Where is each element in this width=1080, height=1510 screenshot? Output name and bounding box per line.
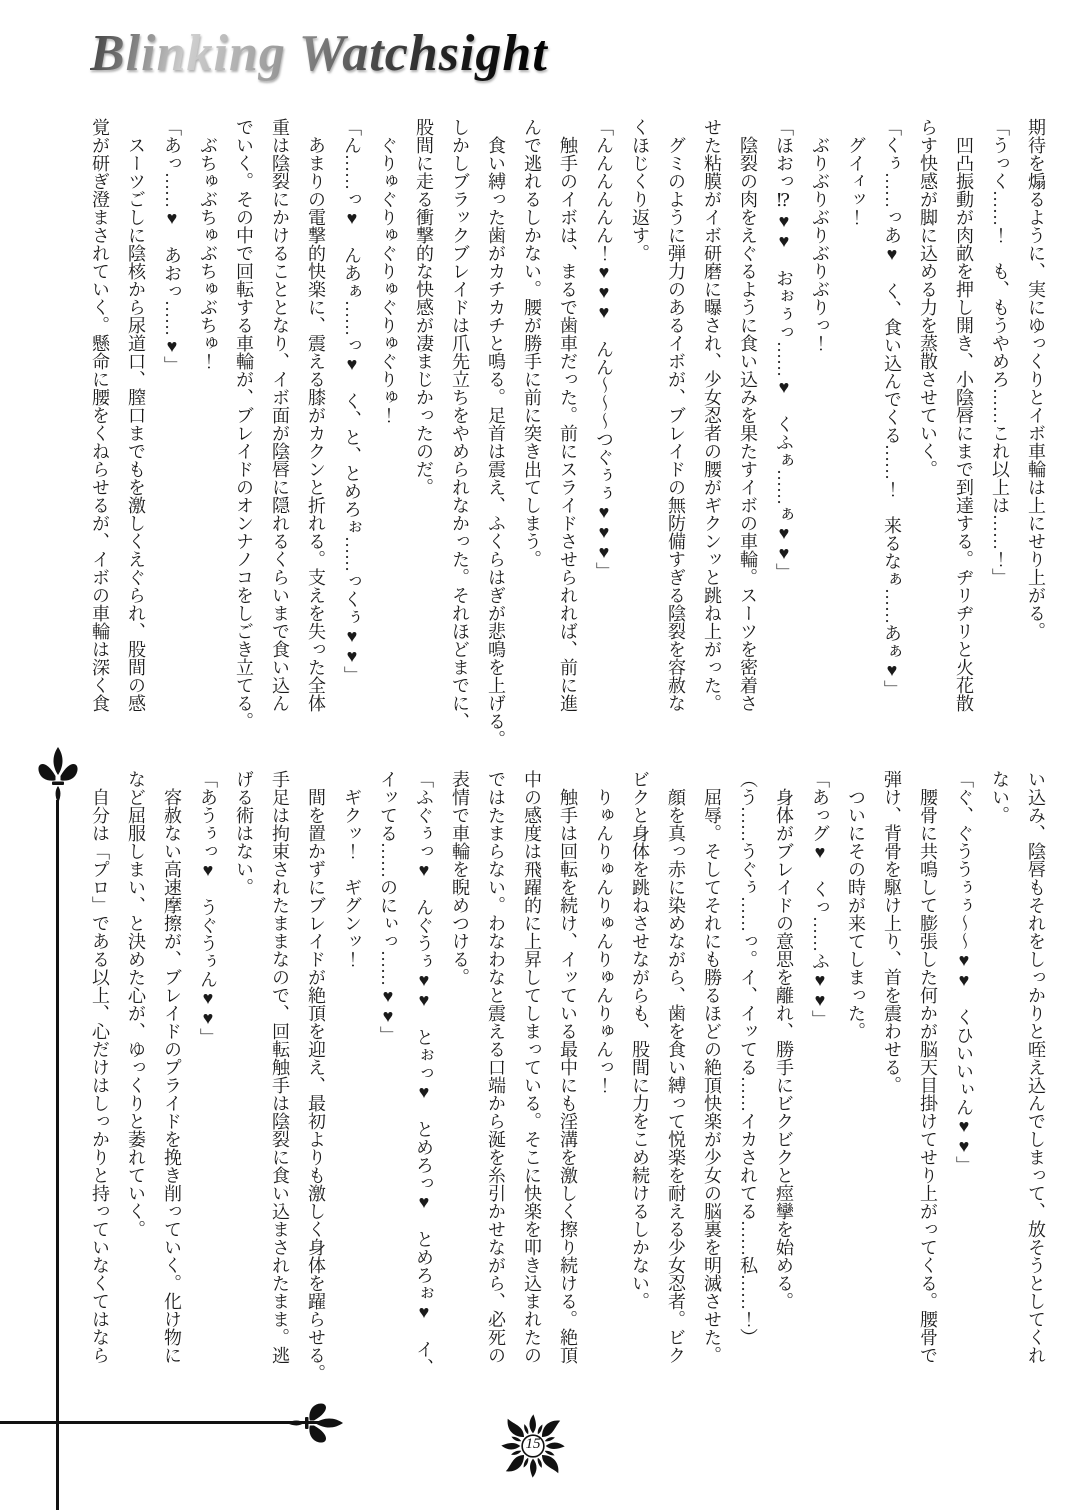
text-line: ギクッ！ ギグンッ！ (342, 788, 362, 968)
text-line: 触手は回転を続け、イッている最中にも淫溝を激しく擦り続ける。絶頂 (558, 788, 578, 1364)
text-line: グミのように弾力のあるイボが、ブレイドの無防備すぎる陰裂を容赦な (666, 136, 686, 712)
text-line: 中の感度は飛躍的に上昇してしまっている。そこに快楽を叩き込まれたの (522, 770, 542, 1364)
text-line: んで逃れるしかない。腰が勝手に前に突き出てしまう。 (522, 118, 542, 568)
text-line: 屈辱。そしてそれにも勝るほどの絶頂快楽が少女の脳裏を明滅させた。 (702, 788, 722, 1364)
text-line: げる術はない。 (234, 770, 254, 896)
text-line: い込み、陰唇もそれをしっかりと咥え込んでしまって、放そうとしてくれ (1026, 770, 1046, 1364)
text-line: しかしブラックブレイドは爪先立ちをやめられなかった。それほどまでに、 (450, 118, 470, 730)
fleur-de-lis-icon (38, 746, 78, 804)
text-line: 「んんんんんん！♥♥♥ んん〜〜〜つぐぅぅ♥♥♥」 (594, 118, 614, 580)
text-line: スーツごしに陰核から尿道口、膣口までもを激しくえぐられ、股間の感 (126, 136, 146, 712)
text-line: でいく。その中で回転する車輪が、ブレイドのオンナノコをしごき立てる。 (234, 118, 254, 730)
text-line: ぶちゅぶちゅぶちゅぶちゅ！ (198, 136, 218, 370)
fleur-de-lis-icon (286, 1403, 344, 1443)
text-line: 手足は拘束されたままなので、回転触手は陰裂に食い込まされたまま。逃 (270, 770, 290, 1364)
text-line: 「うっく……！ も、もうやめろ……これ以上は……！」 (990, 118, 1010, 586)
text-line: 「あうぅっ♥ うぐうぅん♥♥」 (198, 770, 218, 1046)
text-line: 覚が研ぎ澄まされていく。懸命に腰をくねらせるが、イボの車輪は深く食 (90, 118, 110, 712)
text-line: 顔を真っ赤に染めながら、歯を食い縛って悦楽を耐える少女忍者。ビク (666, 788, 686, 1364)
text-line: あまりの電撃的快楽に、震える膝がカクンと折れる。支えを失った全体 (306, 136, 326, 712)
text-line: ぶりぶりぶりぶりぶりっ！ (810, 136, 830, 352)
text-line: ではたまらない。わなわなと震える口端から涎を糸引かせながら、必死の (486, 770, 506, 1364)
text-line: 期待を煽るように、実にゆっくりとイボ車輪は上にせり上がる。 (1026, 118, 1046, 640)
page-title: Blinking Watchsight (90, 25, 548, 82)
text-line: 弾け、背骨を駆け上り、首を震わせる。 (882, 770, 902, 1094)
text-line: 腰骨に共鳴して膨張した何かが脳天目掛けてせり上がってくる。腰骨で (918, 788, 938, 1364)
text-line: 身体がブレイドの意思を離れ、勝手にビクビクと痙攣を始める。 (774, 788, 794, 1310)
text-line: 凹凸振動が肉畝を押し開き、小陰唇にまで到達する。ヂリヂリと火花散 (954, 136, 974, 712)
text-line: 「あっ……♥ あおっ……♥」 (162, 118, 182, 374)
text-line: らす快感が脚に込める力を蒸散させていく。 (918, 118, 938, 478)
text-line: 容赦ない高速摩擦が、ブレイドのプライドを挽き削っていく。化け物に (162, 788, 182, 1364)
text-line: りゅんりゅんりゅんりゅんりゅんっ！ (594, 788, 614, 1094)
text-block-bottom (82, 770, 1054, 1414)
text-line: ビクと身体を跳ねさせながらも、股間に力をこめ続けるしかない。 (630, 770, 650, 1310)
text-line: イッてる……のにぃっ……♥♥」 (378, 770, 398, 1044)
text-line: 自分は「プロ」である以上、心だけはしっかりと持っていなくてはなら (90, 788, 110, 1364)
text-block-top (82, 118, 1054, 762)
text-line: 重は陰裂にかけることとなり、イボ面が陰唇に隠れるくらいまで食い込ん (270, 118, 290, 712)
text-line: せた粘膜がイボ研磨に曝され、少女忍者の腰がギクンッと跳ね上がった。 (702, 118, 722, 712)
bottom-horizontal-rule (0, 1421, 320, 1424)
text-line: 「あっグ♥ くっ……ふ♥♥」 (810, 770, 830, 1028)
text-line: ついにその時が来てしまった。 (846, 788, 866, 1040)
text-line: 表情で車輪を睨めつける。 (450, 770, 470, 986)
text-line: 股間に走る衝撃的な快感が凄まじかったのだ。 (414, 118, 434, 496)
text-line: （う……うぐぅ……っ。イ、イッてる……イカされてる……私……！） (738, 770, 758, 1346)
text-line: くほじくり返す。 (630, 118, 650, 262)
text-line: 「ふぐぅっ♥ んぐうぅ♥♥ とぉっ♥ とめろっ♥ とめろぉ♥ イ、 (414, 770, 434, 1376)
text-line: など屈服しまい、と決めた心が、ゆっくりと萎れていく。 (126, 770, 146, 1238)
text-line: 触手のイボは、まるで歯車だった。前にスライドさせられれば、前に進 (558, 136, 578, 712)
text-line: グイィッ！ (846, 136, 866, 226)
page-number-ornament (495, 1408, 571, 1484)
page-number: 15 (525, 1436, 541, 1452)
text-line: 「ほおっ⁉♥♥ おぉぅっ……♥ くふぁ……ぁ♥♥」 (774, 118, 794, 581)
text-line: ぐりゅぐりゅぐりゅぐりゅぐりゅ！ (378, 136, 398, 424)
text-line: 「ん……っ♥ んあぁ……っ♥ く、と、とめろぉ……っくぅ♥♥」 (342, 118, 362, 684)
text-line: 間を置かずにブレイドが絶頂を迎え、最初よりも激しく身体を躍らせる。 (306, 788, 326, 1382)
text-line: ない。 (990, 770, 1010, 824)
text-line: 「ぐ、ぐううぅぅ〜〜♥♥ くひいいぃん♥♥」 (954, 770, 974, 1174)
left-vertical-rule (56, 800, 59, 1510)
text-line: 「くぅ……っあ♥ く、食い込んでくる……！ 来るなぁ……あぁ♥」 (882, 118, 902, 698)
text-line: 食い縛った歯がカチカチと鳴る。足首は震え、ふくらはぎが悲鳴を上げる。 (486, 136, 506, 748)
text-line: 陰裂の肉をえぐるように食い込みを果たすイボの車輪。スーツを密着さ (738, 136, 758, 712)
